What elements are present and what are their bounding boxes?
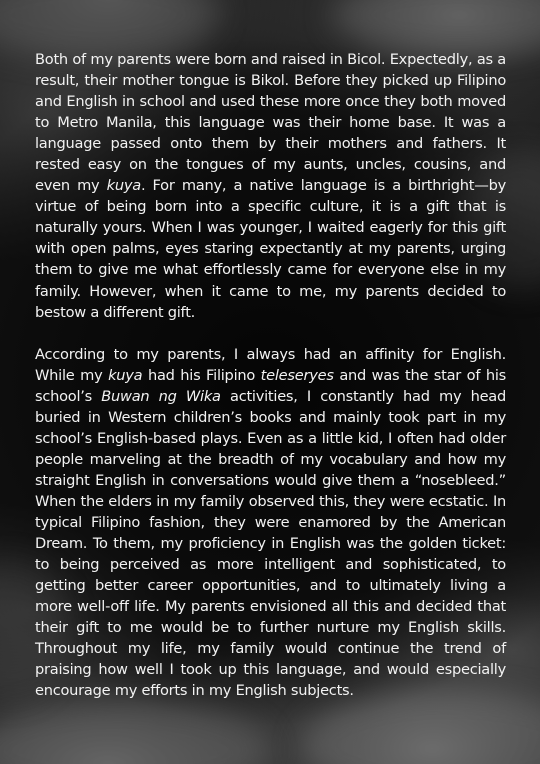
smoke-texture	[330, 0, 540, 55]
italic-term: teleseryes	[260, 366, 334, 384]
text-run: activities, I constantly had my head buried in Western children’s books and mainly took part in my school’s English-based plays. Even as a little kid, I often had older people marveling at the breadth of my vocabulary and how my straight English in conversations would give them a “nosebleed.” When the elders in my family observed this, they were ecstatic. In typical Filipino fashion, they were enamored by the American Dream. To them, my proficiency in English was the golden ticket: to being perceived as more intelligent and sophisticated, to getting better career opportunities, and to ultimately living a more well-off life. My parents envisioned all this and decided that their gift to me would be to further nurture my English skills. Throughout my life, my family would continue the trend of praising how well I took up this language, and would especially encourage my efforts in my English subjects.	[35, 387, 507, 700]
text-run: According to my parents, I always had an affinity for English. While my	[35, 345, 506, 384]
paragraph	[35, 49, 506, 323]
italic-term: Buwan ng Wika	[101, 387, 221, 405]
text-run: . For many, a native language is a birthright—by virtue of being born into a specific culture, it is a gift that is naturally yours. When I was younger, I waited eagerly for this gift with open palms, eyes staring expectantly at my parents, urging them to give me what effortlessly came for everyone else in my family. However, when it came to me, my parents decided to bestow a different gift.	[35, 177, 506, 321]
text-run: and was the star of his school’s	[35, 366, 506, 405]
text-run: Both of my parents were born and raised in Bicol. Expectedly, as a result, their mother tongue is Bikol. Before they picked up Filipino and English in school and used these more once they both moved to Metro Manila, this language was their home base. It was a language passed onto them by their mothers and fathers. It rested easy on the tongues of my aunts, uncles, cousins, and even my	[35, 51, 506, 195]
paragraph	[35, 344, 506, 702]
text-run: had his Filipino	[142, 366, 261, 384]
essay-body	[35, 49, 506, 722]
italic-term: kuya	[106, 177, 141, 195]
italic-term: kuya	[108, 366, 143, 384]
